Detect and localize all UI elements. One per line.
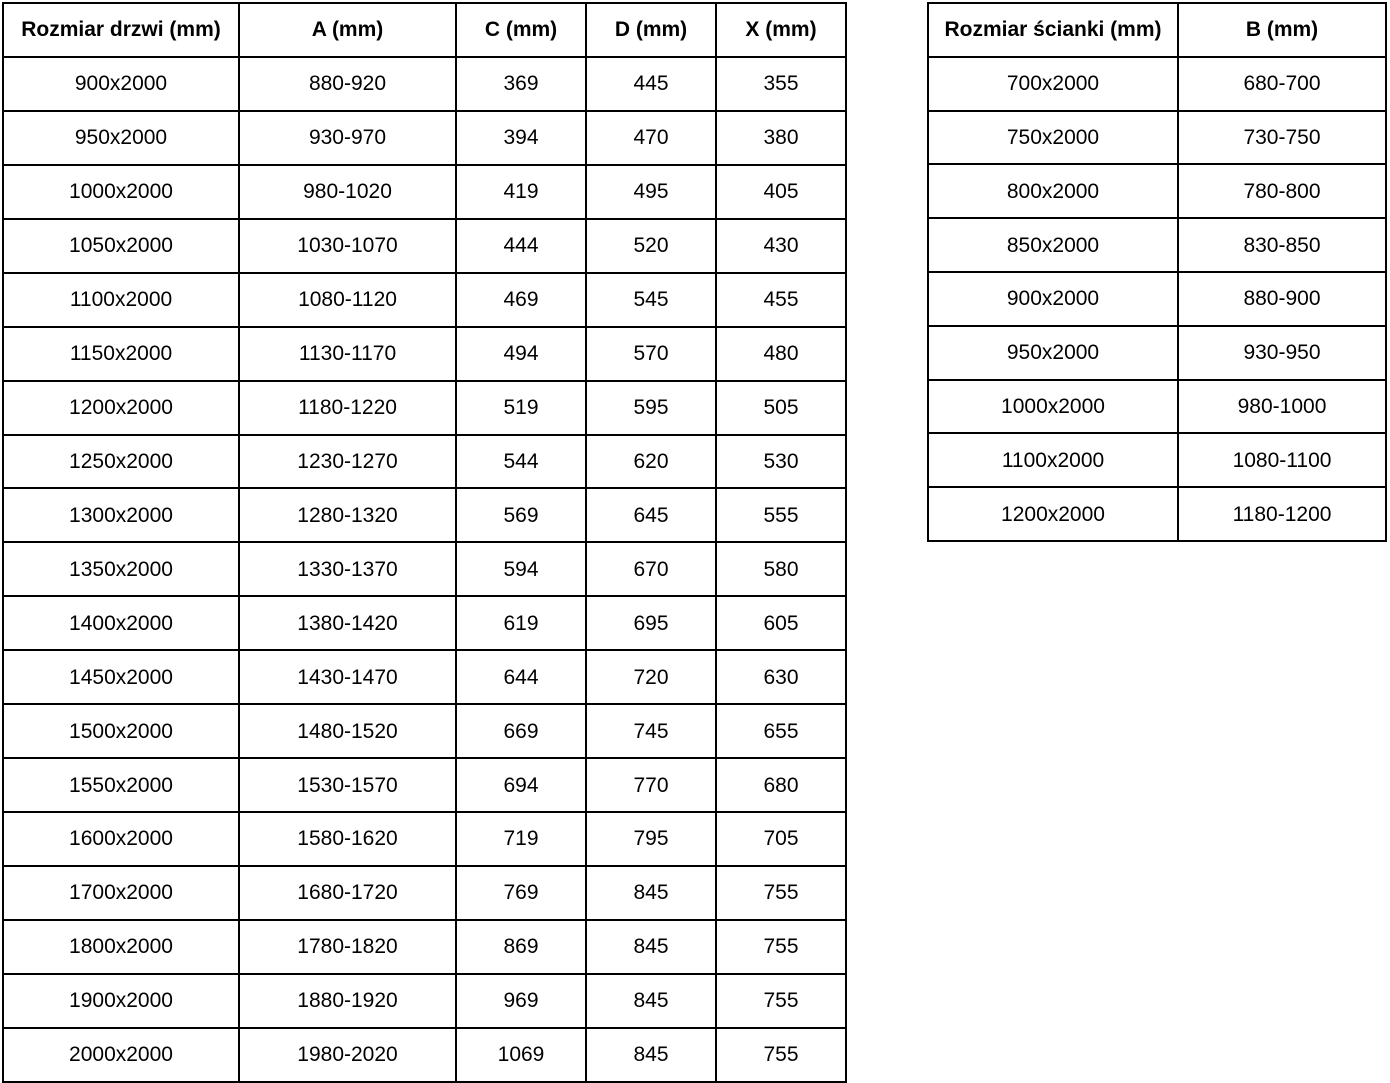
table-cell: 930-950 [1178, 326, 1386, 380]
table-cell: 930-970 [239, 111, 456, 165]
table-cell: 1600x2000 [3, 812, 239, 866]
table-cell: 750x2000 [928, 111, 1178, 165]
table-cell: 720 [586, 650, 716, 704]
table-cell: 1580-1620 [239, 812, 456, 866]
doors-table-body [3, 57, 846, 1082]
table-row [3, 758, 846, 812]
table-row [3, 488, 846, 542]
table-cell: 880-900 [1178, 272, 1386, 326]
table-cell: 730-750 [1178, 111, 1386, 165]
table-cell: 480 [716, 327, 846, 381]
table-cell: 755 [716, 866, 846, 920]
table-cell: 869 [456, 920, 586, 974]
wall-panel-size-table [927, 2, 1387, 542]
table-cell: 580 [716, 542, 846, 596]
table-row [3, 111, 846, 165]
table-cell: 680-700 [1178, 57, 1386, 111]
table-cell: 900x2000 [928, 272, 1178, 326]
table-cell: 1500x2000 [3, 704, 239, 758]
column-header: Rozmiar drzwi (mm) [3, 3, 239, 57]
table-cell: 1680-1720 [239, 866, 456, 920]
table-cell: 1100x2000 [3, 273, 239, 327]
table-cell: 570 [586, 327, 716, 381]
table-row [928, 57, 1386, 111]
table-cell: 369 [456, 57, 586, 111]
table-cell: 470 [586, 111, 716, 165]
table-cell: 845 [586, 974, 716, 1028]
table-cell: 520 [586, 219, 716, 273]
table-cell: 1050x2000 [3, 219, 239, 273]
table-cell: 755 [716, 974, 846, 1028]
table-cell: 1330-1370 [239, 542, 456, 596]
table-cell: 1280-1320 [239, 488, 456, 542]
column-header: B (mm) [1178, 3, 1386, 57]
table-cell: 1880-1920 [239, 974, 456, 1028]
table-cell: 544 [456, 435, 586, 489]
table-cell: 1400x2000 [3, 596, 239, 650]
table-row [3, 327, 846, 381]
table-cell: 1350x2000 [3, 542, 239, 596]
table-row [928, 111, 1386, 165]
table-row [3, 1028, 846, 1082]
table-cell: 1030-1070 [239, 219, 456, 273]
table-cell: 950x2000 [928, 326, 1178, 380]
table-cell: 1530-1570 [239, 758, 456, 812]
table-cell: 1700x2000 [3, 866, 239, 920]
table-cell: 355 [716, 57, 846, 111]
table-cell: 1130-1170 [239, 327, 456, 381]
table-cell: 644 [456, 650, 586, 704]
table-cell: 850x2000 [928, 218, 1178, 272]
table-cell: 700x2000 [928, 57, 1178, 111]
table-cell: 969 [456, 974, 586, 1028]
column-header: Rozmiar ścianki (mm) [928, 3, 1178, 57]
table-cell: 1900x2000 [3, 974, 239, 1028]
table-cell: 845 [586, 920, 716, 974]
table-cell: 1780-1820 [239, 920, 456, 974]
table-cell: 719 [456, 812, 586, 866]
table-cell: 1200x2000 [928, 487, 1178, 541]
table-cell: 380 [716, 111, 846, 165]
table-cell: 405 [716, 165, 846, 219]
table-row [928, 272, 1386, 326]
table-cell: 455 [716, 273, 846, 327]
table-row [3, 812, 846, 866]
doors-table-header [3, 3, 846, 57]
table-cell: 595 [586, 381, 716, 435]
table-cell: 1380-1420 [239, 596, 456, 650]
table-cell: 1480-1520 [239, 704, 456, 758]
table-cell: 950x2000 [3, 111, 239, 165]
table-cell: 880-920 [239, 57, 456, 111]
table-cell: 780-800 [1178, 164, 1386, 218]
table-cell: 980-1020 [239, 165, 456, 219]
table-row [3, 381, 846, 435]
table-cell: 555 [716, 488, 846, 542]
table-cell: 830-850 [1178, 218, 1386, 272]
table-cell: 594 [456, 542, 586, 596]
table-row [3, 704, 846, 758]
table-cell: 669 [456, 704, 586, 758]
table-cell: 1200x2000 [3, 381, 239, 435]
table-row [3, 542, 846, 596]
table-cell: 469 [456, 273, 586, 327]
table-cell: 980-1000 [1178, 380, 1386, 434]
doors-size-table [2, 2, 847, 1083]
table-cell: 2000x2000 [3, 1028, 239, 1082]
header-row [928, 3, 1386, 57]
table-cell: 770 [586, 758, 716, 812]
table-cell: 1230-1270 [239, 435, 456, 489]
table-cell: 1000x2000 [3, 165, 239, 219]
table-cell: 1430-1470 [239, 650, 456, 704]
table-cell: 1450x2000 [3, 650, 239, 704]
table-row [3, 596, 846, 650]
table-cell: 1069 [456, 1028, 586, 1082]
table-cell: 680 [716, 758, 846, 812]
table-cell: 1000x2000 [928, 380, 1178, 434]
column-header: A (mm) [239, 3, 456, 57]
table-cell: 530 [716, 435, 846, 489]
table-row [3, 866, 846, 920]
table-cell: 430 [716, 219, 846, 273]
table-cell: 769 [456, 866, 586, 920]
table-cell: 800x2000 [928, 164, 1178, 218]
table-cell: 795 [586, 812, 716, 866]
table-cell: 745 [586, 704, 716, 758]
table-cell: 419 [456, 165, 586, 219]
table-row [928, 433, 1386, 487]
column-header: D (mm) [586, 3, 716, 57]
table-cell: 445 [586, 57, 716, 111]
table-cell: 755 [716, 920, 846, 974]
table-row [3, 57, 846, 111]
table-cell: 655 [716, 704, 846, 758]
table-cell: 1150x2000 [3, 327, 239, 381]
table-cell: 1080-1100 [1178, 433, 1386, 487]
table-cell: 1550x2000 [3, 758, 239, 812]
table-row [3, 650, 846, 704]
column-header: C (mm) [456, 3, 586, 57]
table-cell: 845 [586, 1028, 716, 1082]
table-cell: 1180-1200 [1178, 487, 1386, 541]
table-cell: 494 [456, 327, 586, 381]
table-row [3, 219, 846, 273]
table-cell: 1080-1120 [239, 273, 456, 327]
table-cell: 605 [716, 596, 846, 650]
table-cell: 545 [586, 273, 716, 327]
table-row [928, 218, 1386, 272]
table-cell: 645 [586, 488, 716, 542]
table-cell: 1250x2000 [3, 435, 239, 489]
table-row [928, 164, 1386, 218]
table-row [3, 165, 846, 219]
table-cell: 394 [456, 111, 586, 165]
table-cell: 620 [586, 435, 716, 489]
table-cell: 1800x2000 [3, 920, 239, 974]
table-cell: 705 [716, 812, 846, 866]
table-cell: 519 [456, 381, 586, 435]
table-cell: 1180-1220 [239, 381, 456, 435]
table-cell: 695 [586, 596, 716, 650]
table-cell: 619 [456, 596, 586, 650]
table-cell: 670 [586, 542, 716, 596]
table-cell: 444 [456, 219, 586, 273]
table-cell: 495 [586, 165, 716, 219]
table-cell: 1980-2020 [239, 1028, 456, 1082]
table-cell: 845 [586, 866, 716, 920]
table-cell: 900x2000 [3, 57, 239, 111]
table-row [3, 273, 846, 327]
table-cell: 694 [456, 758, 586, 812]
walls-table-header [928, 3, 1386, 57]
table-row [928, 380, 1386, 434]
table-cell: 755 [716, 1028, 846, 1082]
table-row [3, 435, 846, 489]
table-row [928, 326, 1386, 380]
table-cell: 505 [716, 381, 846, 435]
column-header: X (mm) [716, 3, 846, 57]
table-cell: 1300x2000 [3, 488, 239, 542]
table-row [928, 487, 1386, 541]
table-cell: 1100x2000 [928, 433, 1178, 487]
table-cell: 569 [456, 488, 586, 542]
walls-table-body [928, 57, 1386, 541]
table-row [3, 974, 846, 1028]
table-cell: 630 [716, 650, 846, 704]
header-row [3, 3, 846, 57]
table-row [3, 920, 846, 974]
